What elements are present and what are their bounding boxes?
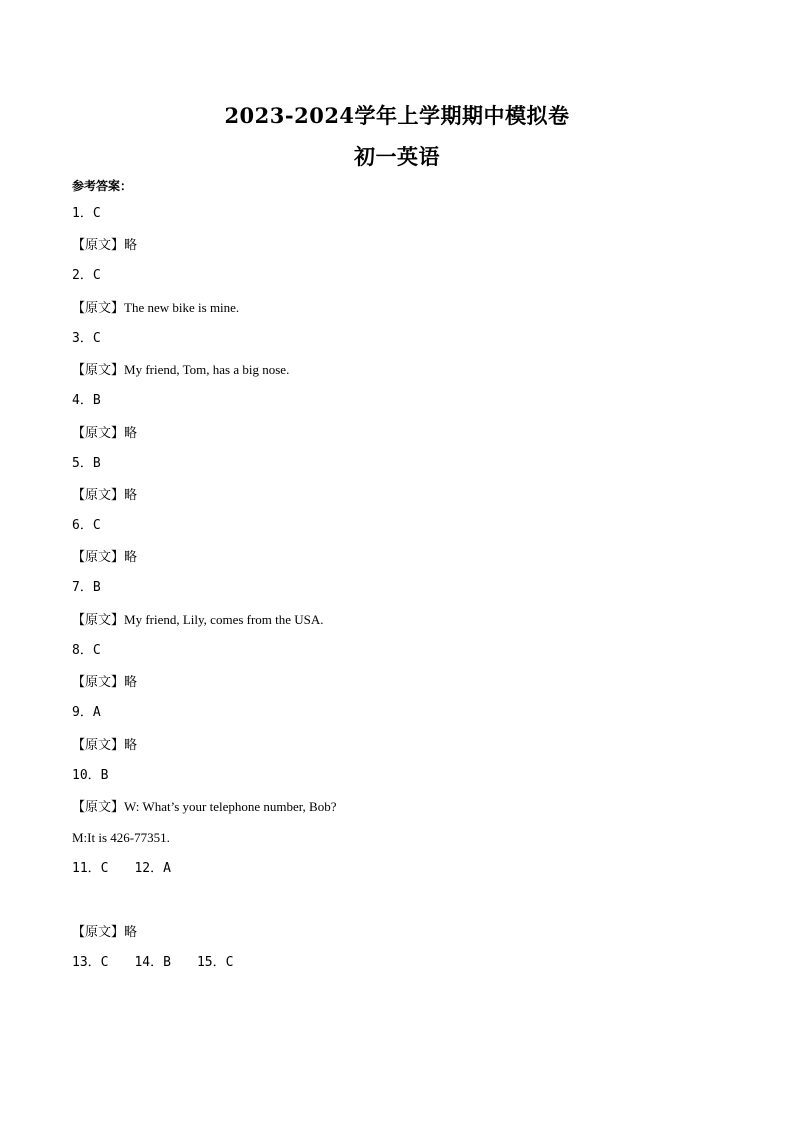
original-text-5	[72, 486, 137, 505]
original-content: The new bike is mine.	[124, 300, 240, 315]
document-subtitle: 初一英语	[354, 144, 440, 169]
answer-8: 8．C	[72, 643, 101, 658]
original-content: My friend, Tom, has a big nose.	[124, 362, 290, 377]
document-title: 2023-2024学年上学期期中模拟卷	[224, 103, 570, 128]
original-text-4	[72, 424, 137, 443]
answer-9: 9．A	[72, 705, 101, 720]
original-text-7	[72, 611, 324, 630]
answer-11: 11．C	[72, 861, 109, 876]
original-text-2	[72, 299, 239, 318]
original-content: 略	[124, 675, 138, 690]
original-label: 【原文】	[72, 426, 125, 441]
answers-13-15	[72, 954, 233, 972]
original-label: 【原文】	[72, 550, 125, 565]
original-label: 【原文】	[72, 363, 125, 378]
answer-1: 1．C	[72, 206, 101, 221]
original-content: 略	[124, 426, 138, 441]
original-label: 【原文】	[72, 488, 125, 503]
original-label: 【原文】	[72, 800, 125, 815]
original-text-1	[72, 236, 137, 255]
answer-10: 10．B	[72, 768, 109, 783]
original-text-11-12	[72, 923, 137, 942]
answer-14: 14．B	[134, 955, 171, 970]
answer-12: 12．A	[134, 861, 171, 876]
original-text-10	[72, 798, 337, 817]
answers-11-12	[72, 860, 171, 878]
original-label: 【原文】	[72, 613, 125, 628]
original-label: 【原文】	[72, 675, 125, 690]
original-content: 略	[124, 550, 138, 565]
original-label: 【原文】	[72, 738, 125, 753]
answer-4: 4．B	[72, 393, 101, 408]
answer-2: 2．C	[72, 268, 101, 283]
original-text-10-reply: M:It is 426-77351.	[72, 830, 170, 845]
answer-3: 3．C	[72, 331, 101, 346]
answer-13: 13．C	[72, 955, 109, 970]
answer-7: 7．B	[72, 580, 101, 595]
answer-15: 15．C	[196, 955, 234, 970]
original-content: 略	[124, 738, 138, 753]
answers-heading: 参考答案：	[72, 179, 133, 193]
original-content: My friend, Lily, comes from the USA.	[124, 612, 324, 627]
original-content: W: What’s your telephone number, Bob?	[124, 799, 337, 814]
original-text-3	[72, 361, 289, 380]
original-text-8	[72, 673, 137, 692]
original-label: 【原文】	[72, 925, 125, 940]
original-content: 略	[124, 925, 138, 940]
original-text-9	[72, 736, 137, 755]
original-content: 略	[124, 238, 138, 253]
original-content: 略	[124, 488, 138, 503]
answer-6: 6．C	[72, 518, 101, 533]
original-text-6	[72, 548, 137, 567]
original-label: 【原文】	[72, 301, 125, 316]
original-label: 【原文】	[72, 238, 125, 253]
answer-5: 5．B	[72, 456, 101, 471]
